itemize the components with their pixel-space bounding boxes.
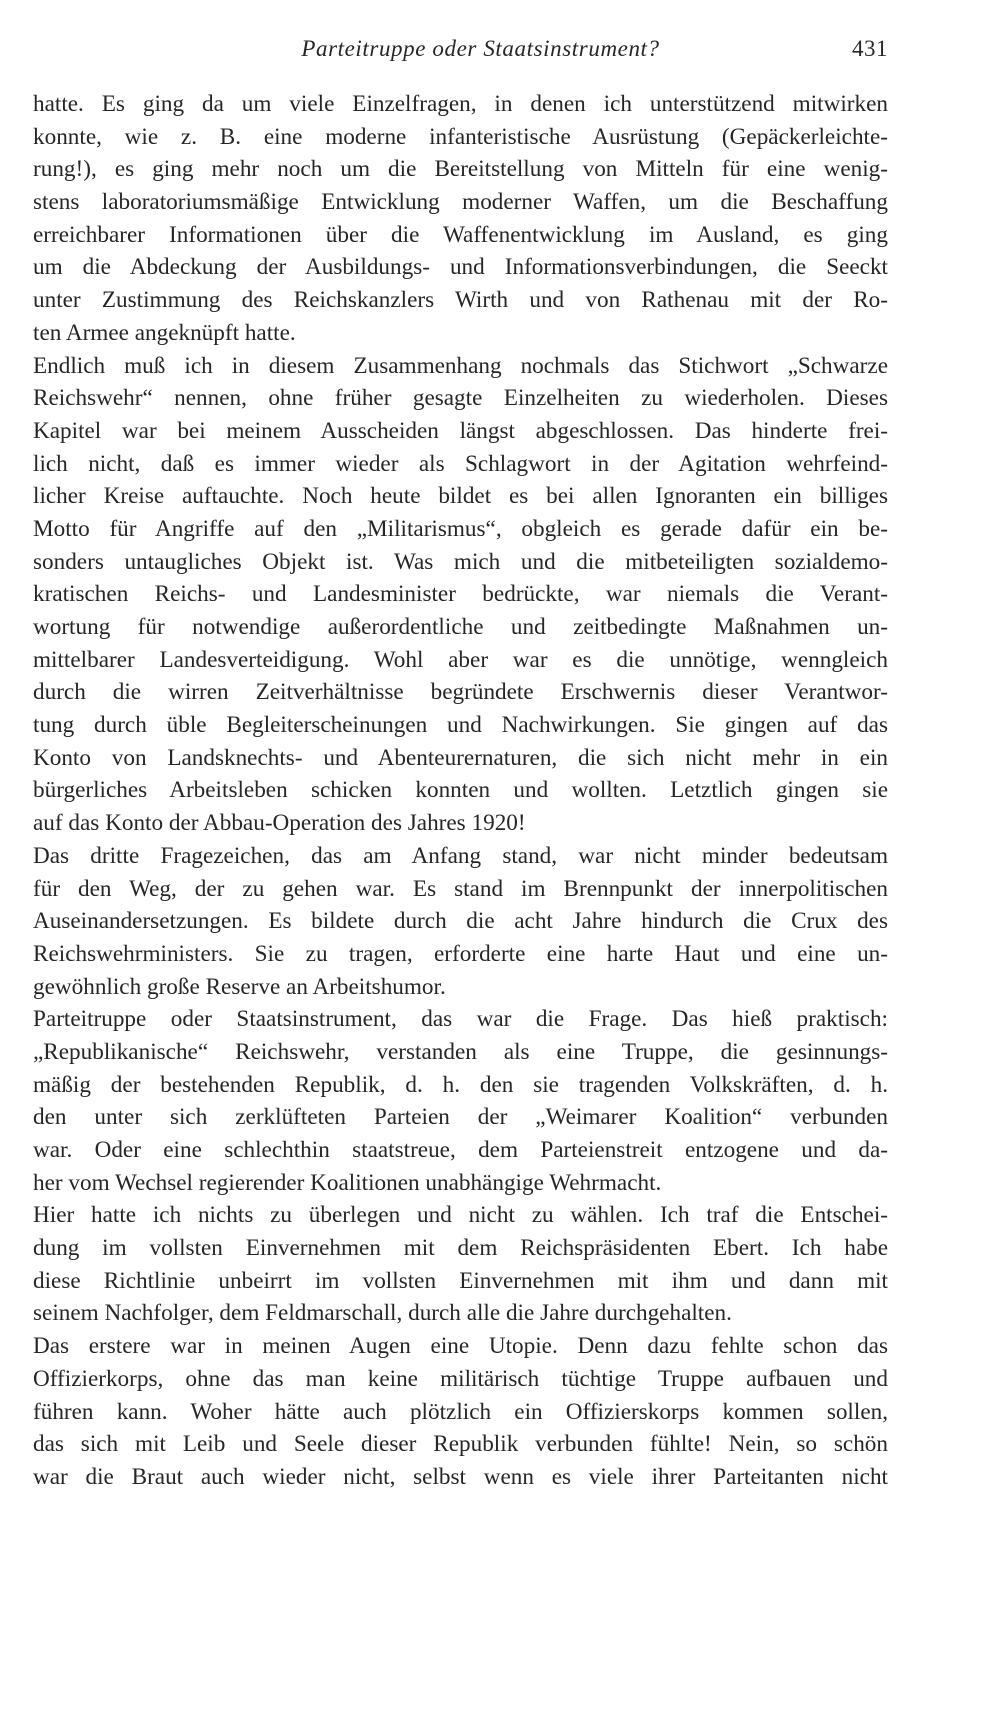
text-line: ten Armee angeknüpft hatte. bbox=[33, 319, 296, 346]
text-line: Hier hatte ich nichts zu überlegen und nicht zu wählen. Ich traf die Entschei- bbox=[33, 1202, 888, 1229]
text-line: wortung für notwendige außerordentliche und zeitbedingte Maßnahmen un- bbox=[33, 614, 888, 640]
text-line: unter Zustimmung des Reichskanzlers Wirth und von Rathenau mit der Ro- bbox=[33, 287, 888, 314]
text-line: das sich mit Leib und Seele dieser Republik verbunden fühlte! Nein, so schön bbox=[33, 1431, 888, 1458]
text-line: gewöhnlich große Reserve an Arbeitshumor. bbox=[33, 973, 446, 1000]
text-line: stens laboratoriumsmäßige Entwicklung moderner Waffen, um die Beschaffung bbox=[33, 189, 888, 216]
text-line: Motto für Angriffe auf den „Militarismus“, obgleich es gerade dafür ein be- bbox=[33, 515, 888, 542]
text-line: Konto von Landsknechts- und Abenteurernaturen, die sich nicht mehr in ein bbox=[33, 744, 888, 771]
text-line: hatte. Es ging da um viele Einzelfragen, in denen ich unterstützend mitwirken bbox=[33, 91, 888, 117]
text-line: Parteitruppe oder Staatsinstrument, das war die Frage. Das hieß praktisch: bbox=[33, 1006, 888, 1033]
text-line: konnte, wie z. B. eine moderne infanteristische Ausrüstung (Gepäckerleichte- bbox=[33, 123, 888, 150]
text-line: diese Richtlinie unbeirrt im vollsten Einvernehmen mit ihm und dann mit bbox=[33, 1267, 888, 1294]
text-line: „Republikanische“ Reichswehr, verstanden als eine Truppe, die gesinnungs- bbox=[33, 1038, 888, 1065]
text-line: Auseinandersetzungen. Es bildete durch die acht Jahre hindurch die Crux des bbox=[33, 908, 888, 935]
text-line: licher Kreise auftauchte. Noch heute bildet es bei allen Ignoranten ein billiges bbox=[33, 483, 888, 510]
body-text bbox=[33, 88, 888, 1494]
page-number: 431 bbox=[852, 36, 888, 61]
text-line: Offizierkorps, ohne das man keine militärisch tüchtige Truppe aufbauen und bbox=[33, 1365, 888, 1392]
text-line: um die Abdeckung der Ausbildungs- und Informationsverbindungen, die Seeckt bbox=[33, 254, 888, 281]
text-line: für den Weg, der zu gehen war. Es stand im Brennpunkt der innerpolitischen bbox=[33, 875, 888, 902]
text-line: dung im vollsten Einvernehmen mit dem Reichspräsidenten Ebert. Ich habe bbox=[33, 1235, 888, 1262]
text-line: kratischen Reichs- und Landesminister bedrückte, war niemals die Verant- bbox=[33, 581, 888, 608]
text-line: führen kann. Woher hätte auch plötzlich ein Offizierskorps kommen sollen, bbox=[33, 1398, 888, 1425]
text-line: rung!), es ging mehr noch um die Bereitstellung von Mitteln für eine wenig- bbox=[33, 156, 888, 183]
text-line: sonders untaugliches Objekt ist. Was mich und die mitbeteiligten sozialdemo- bbox=[33, 548, 888, 575]
text-line: tung durch üble Begleiterscheinungen und Nachwirkungen. Sie gingen auf das bbox=[33, 712, 888, 739]
text-line: bürgerliches Arbeitsleben schicken konnten und wollten. Letztlich gingen sie bbox=[33, 777, 888, 804]
text-line: Reichswehrministers. Sie zu tragen, erforderte eine harte Haut und eine un- bbox=[33, 940, 888, 967]
text-line: Das erstere war in meinen Augen eine Utopie. Denn dazu fehlte schon das bbox=[33, 1333, 888, 1360]
text-line: Kapitel war bei meinem Ausscheiden längst abgeschlossen. Das hinderte frei- bbox=[33, 417, 888, 444]
text-line: Das dritte Fragezeichen, das am Anfang stand, war nicht minder bedeutsam bbox=[33, 842, 888, 869]
text-line: lich nicht, daß es immer wieder als Schlagwort in der Agitation wehrfeind- bbox=[33, 450, 888, 477]
text-line: war. Oder eine schlechthin staatstreue, dem Parteienstreit entzogene und da- bbox=[33, 1137, 888, 1163]
text-line: Endlich muß ich in diesem Zusammenhang nochmals das Stichwort „Schwarze bbox=[33, 352, 888, 379]
text-line: durch die wirren Zeitverhältnisse begründete Erschwernis dieser Verantwor- bbox=[33, 679, 888, 706]
text-line: war die Braut auch wieder nicht, selbst wenn es viele ihrer Parteitanten nicht bbox=[33, 1463, 888, 1490]
text-line: erreichbarer Informationen über die Waffenentwicklung im Ausland, es ging bbox=[33, 221, 888, 248]
text-line: mittelbarer Landesverteidigung. Wohl aber war es die unnötige, wenngleich bbox=[33, 646, 888, 673]
running-title: Parteitruppe oder Staatsinstrument? bbox=[301, 36, 660, 61]
text-line: her vom Wechsel regierender Koalitionen unabhängige Wehrmacht. bbox=[33, 1169, 662, 1196]
running-head bbox=[33, 36, 888, 70]
text-line: auf das Konto der Abbau-Operation des Jahres 1920! bbox=[33, 810, 526, 837]
text-line: seinem Nachfolger, dem Feldmarschall, durch alle die Jahre durchgehalten. bbox=[33, 1300, 732, 1327]
text-line: Reichswehr“ nennen, ohne früher gesagte Einzelheiten zu wiederholen. Dieses bbox=[33, 385, 888, 412]
text-line: mäßig der bestehenden Republik, d. h. den sie tragenden Volkskräften, d. h. bbox=[33, 1071, 888, 1098]
text-line: den unter sich zerklüfteten Parteien der „Weimarer Koalition“ verbunden bbox=[33, 1104, 888, 1131]
